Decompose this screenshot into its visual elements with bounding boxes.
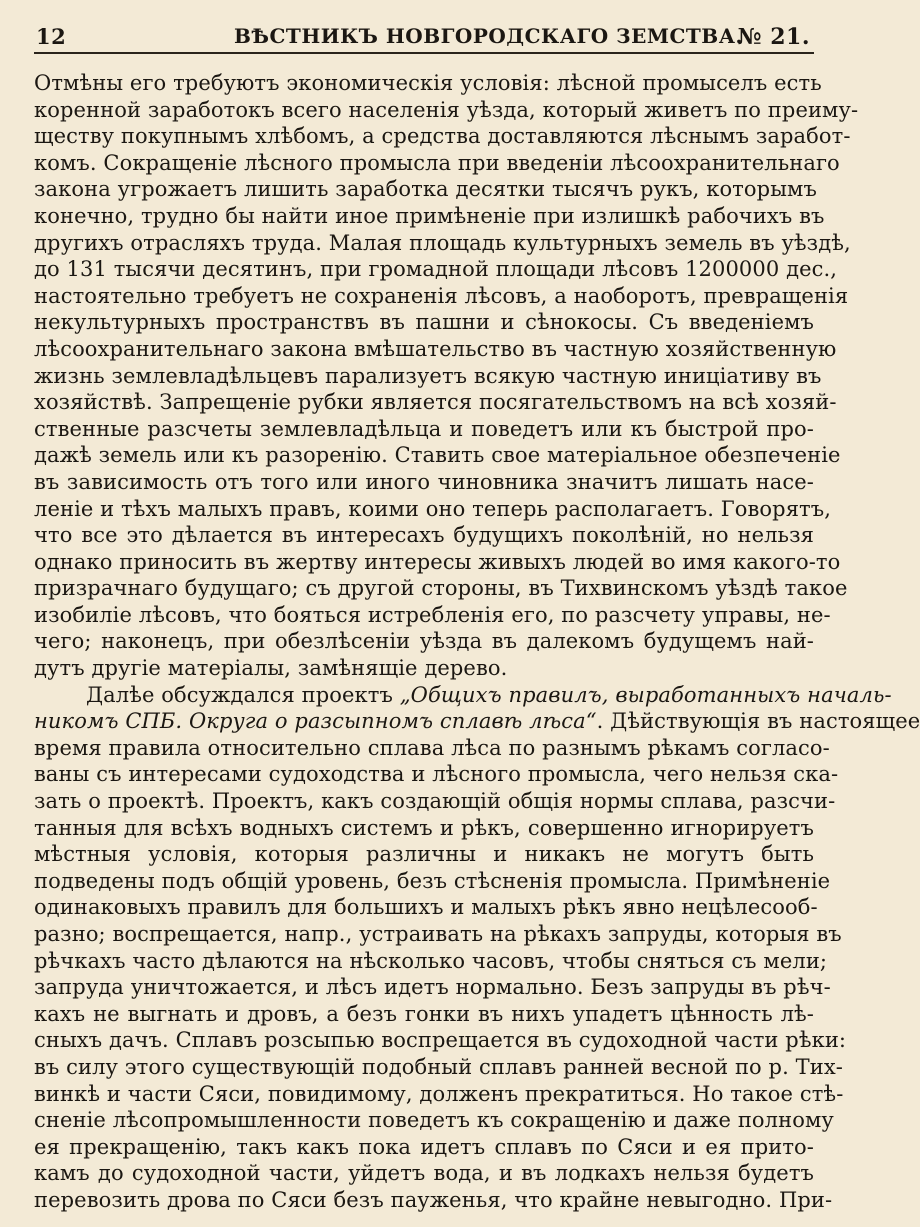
- text-line: мѣстныя условія, которыя различны и никакъ не могутъ быть: [34, 842, 814, 867]
- text-line: леніе и тѣхъ малыхъ правъ, коими оно теперь располагаетъ. Говорятъ,: [34, 496, 832, 521]
- text-line: жизнь землевладѣльцевъ парализуетъ всякую частную иниціативу въ: [34, 363, 822, 388]
- text-line: ваны съ интересами судоходства и лѣсного промысла, чего нельзя ска-: [34, 762, 839, 787]
- text-line: кахъ не выгнать и дровъ, а безъ гонки въ нихъ упадетъ цѣнность лѣ-: [34, 1001, 814, 1026]
- issue-number: № 21.: [737, 24, 810, 50]
- text-line: перевозить дрова по Сяси безъ пауженья, что крайне невыгодно. При-: [34, 1187, 833, 1212]
- text-line: коренной заработокъ всего населенія уѣзда, который живетъ по преиму-: [34, 97, 859, 122]
- text-line: ственные разсчеты землевладѣльца и поведетъ или къ быстрой про-: [34, 416, 814, 441]
- journal-title: ВѢСТНИКЪ НОВГОРОДСКАГО ЗЕМСТВА.: [234, 24, 743, 48]
- text-line: рѣчкахъ часто дѣлаются на нѣсколько часовъ, чтобы сняться съ мели;: [34, 948, 828, 973]
- text-line: закона угрожаетъ лишить заработка десятки тысячъ рукъ, которымъ: [34, 177, 817, 202]
- text-line: хозяйствѣ. Запрещеніе рубки является посягательствомъ на всѣ хозяй-: [34, 390, 837, 415]
- running-header: [34, 22, 814, 54]
- text-line: сненіе лѣсопромышленности поведетъ къ сокращенію и даже полному: [34, 1108, 834, 1133]
- text-line: Отмѣны его требуютъ экономическія условія: лѣсной промыселъ есть: [34, 71, 822, 95]
- text-line: лѣсоохранительнаго закона вмѣшательство въ частную хозяйственную: [34, 336, 837, 361]
- text-line: сныхъ дачъ. Сплавъ розсыпью воспрещается въ судоходной части рѣки:: [34, 1028, 847, 1053]
- text-line: въ зависимость отъ того или иного чиновника значитъ лишать насе-: [34, 469, 814, 494]
- text-line: танныя для всѣхъ водныхъ системъ и рѣкъ, совершенно игнорируетъ: [34, 815, 814, 840]
- text-line: разно; воспрещается, напр., устраивать на рѣкахъ запруды, которыя въ: [34, 922, 842, 946]
- text-line: винкѣ и части Сяси, повидимому, долженъ прекратиться. Но такое стѣ-: [34, 1081, 844, 1106]
- text-line: время правила относительно сплава лѣса по разнымъ рѣкамъ согласо-: [34, 735, 830, 760]
- text-line: въ силу этого существующій подобный сплавъ ранней весной по р. Тих-: [34, 1054, 843, 1079]
- text-line: изобиліе лѣсовъ, что бояться истребленія его, по разсчету управы, не-: [34, 602, 831, 627]
- text-line: конечно, трудно бы найти иное примѣненіе при излишкѣ рабочихъ въ: [34, 203, 825, 228]
- text-run: Далѣе обсуждался проектъ: [86, 682, 400, 707]
- text-line: до 131 тысячи десятинъ, при громадной площади лѣсовъ 1200000 дес.,: [34, 257, 838, 282]
- text-line: что все это дѣлается въ интересахъ будущихъ поколѣній, но нельзя: [34, 523, 814, 548]
- text-line: [34, 708, 920, 735]
- text-line: камъ до судоходной части, уйдетъ вода, и въ лодкахъ нельзя будетъ: [34, 1161, 814, 1186]
- text-line: подведены подъ общій уровень, безъ стѣсненія промысла. Примѣненіе: [34, 868, 831, 893]
- text-line: некультурныхъ пространствъ въ пашни и сѣнокосы. Съ введеніемъ: [34, 310, 814, 335]
- text-line: [34, 682, 892, 709]
- text-line: настоятельно требуетъ не сохраненія лѣсовъ, а наоборотъ, превращенія: [34, 283, 849, 308]
- text-line: чего; наконецъ, при обезлѣсеніи уѣзда въ далекомъ будущемъ най-: [34, 629, 814, 654]
- italic-title: никомъ СПБ. Округа о разсыпномъ сплавѣ лѣса“: [34, 709, 597, 734]
- paragraph-2: [34, 682, 920, 1214]
- text-line: однако приносить въ жертву интересы живыхъ людей во имя какого-то: [34, 549, 841, 574]
- text-line: ея прекращенію, такъ какъ пока идетъ сплавъ по Сяси и ея прито-: [34, 1134, 814, 1159]
- text-line: ществу покупнымъ хлѣбомъ, а средства доставляются лѣснымъ заработ-: [34, 124, 851, 149]
- text-line: другихъ отрасляхъ труда. Малая площадь культурныхъ земель въ уѣздѣ,: [34, 230, 851, 255]
- paragraph-1: [34, 70, 859, 682]
- text-line: одинаковыхъ правилъ для большихъ и малыхъ рѣкъ явно нецѣлесооб-: [34, 895, 818, 920]
- text-line: дажѣ земель или къ разоренію. Ставить свое матеріальное обезпеченіе: [34, 443, 841, 468]
- page-number: 12: [36, 24, 67, 49]
- text-line: призрачнаго будущаго; съ другой стороны, въ Тихвинскомъ уѣздѣ такое: [34, 576, 848, 601]
- italic-title: „Общихъ правилъ, выработанныхъ началь-: [399, 682, 892, 707]
- text-line: комъ. Сокращеніе лѣсного промысла при введеніи лѣсоохранительнаго: [34, 150, 840, 175]
- text-run: . Дѣйствующія въ настоящее: [596, 709, 920, 734]
- text-line: зать о проектѣ. Проектъ, какъ создающій общія нормы сплава, разсчи-: [34, 789, 836, 814]
- text-line: запруда уничтожается, и лѣсъ идетъ нормально. Безъ запруды въ рѣч-: [34, 975, 831, 1000]
- article-body: [34, 70, 920, 1214]
- text-line: дутъ другіе матеріалы, замѣнящіе дерево.: [34, 656, 508, 681]
